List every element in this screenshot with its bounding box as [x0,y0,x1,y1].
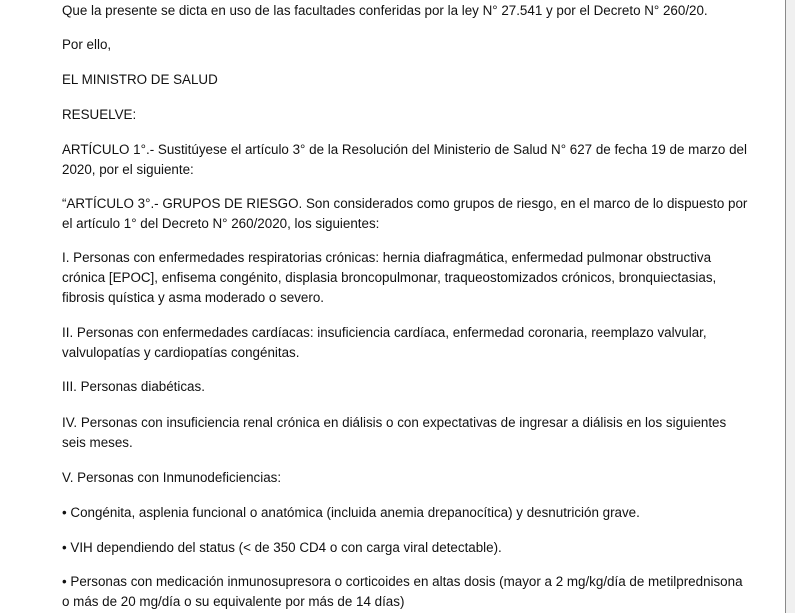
bullet-congenita: • Congénita, asplenia funcional o anatómica (incluida anemia drepanocítica) y desnutrición grave. [62,505,640,520]
article-1-line-1: ARTÍCULO 1°.- Sustitúyese el artículo 3° de la Resolución del Ministerio de Salud N° 627 de fecha 19 de marzo del [62,142,747,157]
heading-ministro: EL MINISTRO DE SALUD [62,72,218,87]
item-i-line-3: fibrosis quística y asma moderado o severo. [62,290,324,305]
paragraph-por-ello: Por ello, [62,37,112,52]
item-i-line-1: I. Personas con enfermedades respiratorias crónicas: hernia diafragmática, enfermedad pulmonar obstructiva [62,250,712,265]
item-iv-line-2: seis meses. [62,435,133,450]
article-3-line-2: el artículo 1° del Decreto N° 260/2020, los siguientes: [62,216,380,231]
heading-resuelve: RESUELVE: [62,107,137,122]
item-v: V. Personas con Inmunodeficiencias: [62,470,282,485]
item-iv-line-1: IV. Personas con insuficiencia renal crónica en diálisis o con expectativas de ingresar a diálisis en los siguientes [62,415,727,430]
bullet-medicacion-line-2: o más de 20 mg/día o su equivalente por más de 14 días) [62,594,405,609]
bullet-vih: • VIH dependiendo del status (< de 350 CD4 o con carga viral detectable). [62,540,502,555]
item-i-line-2: crónica [EPOC], enfisema congénito, displasia broncopulmonar, traqueostomizados crónicos, bronquiectasias, [62,270,717,285]
item-ii-line-2: valvulopatías y cardiopatías congénitas. [62,345,300,360]
paragraph-considerando-facultades: Que la presente se dicta en uso de las facultades conferidas por la ley N° 27.541 y por el Decreto N° 260/20. [62,3,708,18]
article-1-line-2: 2020, por el siguiente: [62,162,194,177]
item-ii-line-1: II. Personas con enfermedades cardíacas: insuficiencia cardíaca, enfermedad coronaria, reemplazo valvular, [62,325,707,340]
item-iii: III. Personas diabéticas. [62,379,205,394]
viewer-gutter [786,0,795,613]
article-3-line-1: “ARTÍCULO 3°.- GRUPOS DE RIESGO. Son considerados como grupos de riesgo, en el marco de lo dispuesto por [62,196,748,211]
bullet-medicacion-line-1: • Personas con medicación inmunosupresora o corticoides en altas dosis (mayor a 2 mg/kg/día de metilprednisona [62,574,743,589]
